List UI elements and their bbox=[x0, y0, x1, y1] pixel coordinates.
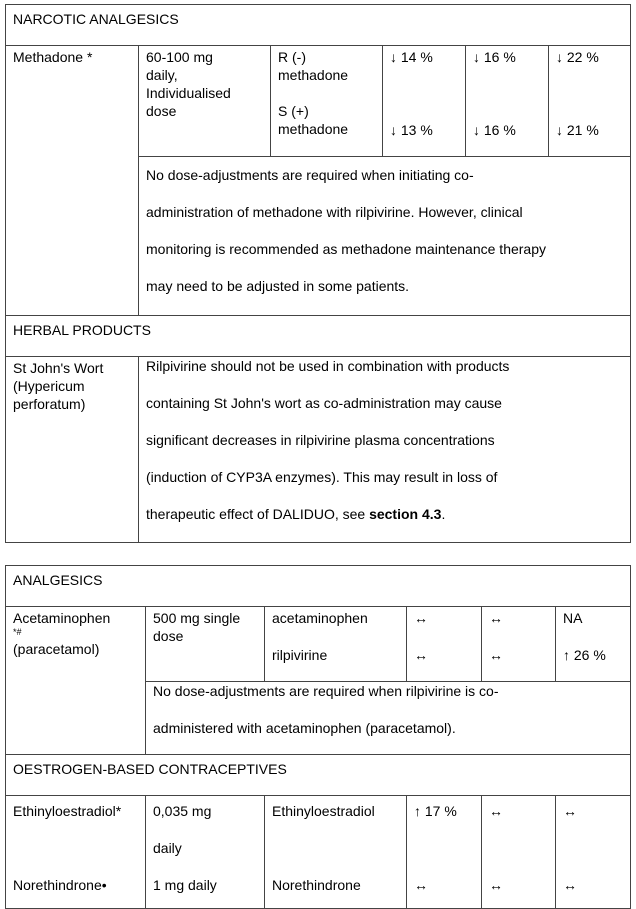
value-cell-a1: ↔ ↔ bbox=[407, 607, 482, 682]
section-reference: section 4.3 bbox=[369, 506, 442, 522]
section-header-oestrogen: OESTROGEN-BASED CONTRACEPTIVES bbox=[6, 755, 631, 796]
section-header-analgesics: ANALGESICS bbox=[6, 566, 631, 607]
section-header-narcotic: NARCOTIC ANALGESICS bbox=[6, 5, 631, 46]
value-cell-a2: ↔ ↔ bbox=[482, 607, 556, 682]
value-cell-1: ↓ 14 % ↓ 13 % bbox=[383, 46, 466, 157]
recommendation-stjohns: Rilpivirine should not be used in combination with products containing St John's wort as co-administration may cause significant decreases in rilpivirine plasma concentrations (induction of CYP3A enzymes). This may result in loss of therapeutic effect of DALIDUO, see section 4.3. bbox=[139, 357, 631, 543]
value-cell-c1: ↑ 17 % ↔ bbox=[407, 796, 482, 909]
parameter-acetaminophen: acetaminophen rilpivirine bbox=[265, 607, 407, 682]
interaction-table-2 bbox=[5, 565, 631, 909]
drug-names-contraceptives: Ethinyloestradiol* Norethindrone• bbox=[6, 796, 146, 909]
doses-contraceptives: 0,035 mg daily 1 mg daily bbox=[146, 796, 265, 909]
value-cell-c2: ↔ ↔ bbox=[482, 796, 556, 909]
parameters-contraceptives: Ethinyloestradiol Norethindrone bbox=[265, 796, 407, 909]
dose-acetaminophen: 500 mg single dose bbox=[146, 607, 265, 682]
value-cell-2: ↓ 16 % ↓ 16 % bbox=[466, 46, 549, 157]
recommendation-methadone: No dose-adjustments are required when initiating co- administration of methadone with rilpivirine. However, clinical monitoring is recommended as methadone maintenance therapy may need to be adjusted in some patients. bbox=[139, 157, 631, 316]
drug-name-stjohns: St John's Wort (Hypericum perforatum) bbox=[6, 357, 139, 543]
dose-methadone: 60-100 mg daily, Individualised dose bbox=[139, 46, 271, 157]
recommendation-acetaminophen: No dose-adjustments are required when rilpivirine is co- administered with acetaminophen (paracetamol). bbox=[146, 682, 631, 755]
parameter-methadone: R (-) methadone S (+) methadone bbox=[271, 46, 383, 157]
drug-name-acetaminophen: Acetaminophen *# (paracetamol) bbox=[6, 607, 146, 755]
value-cell-3: ↓ 22 % ↓ 21 % bbox=[549, 46, 631, 157]
drug-name-methadone: Methadone * bbox=[6, 46, 139, 316]
interaction-table-1 bbox=[5, 4, 631, 543]
value-cell-c3: ↔ ↔ bbox=[556, 796, 631, 909]
section-header-herbal: HERBAL PRODUCTS bbox=[6, 316, 631, 357]
value-cell-a3: NA ↑ 26 % bbox=[556, 607, 631, 682]
